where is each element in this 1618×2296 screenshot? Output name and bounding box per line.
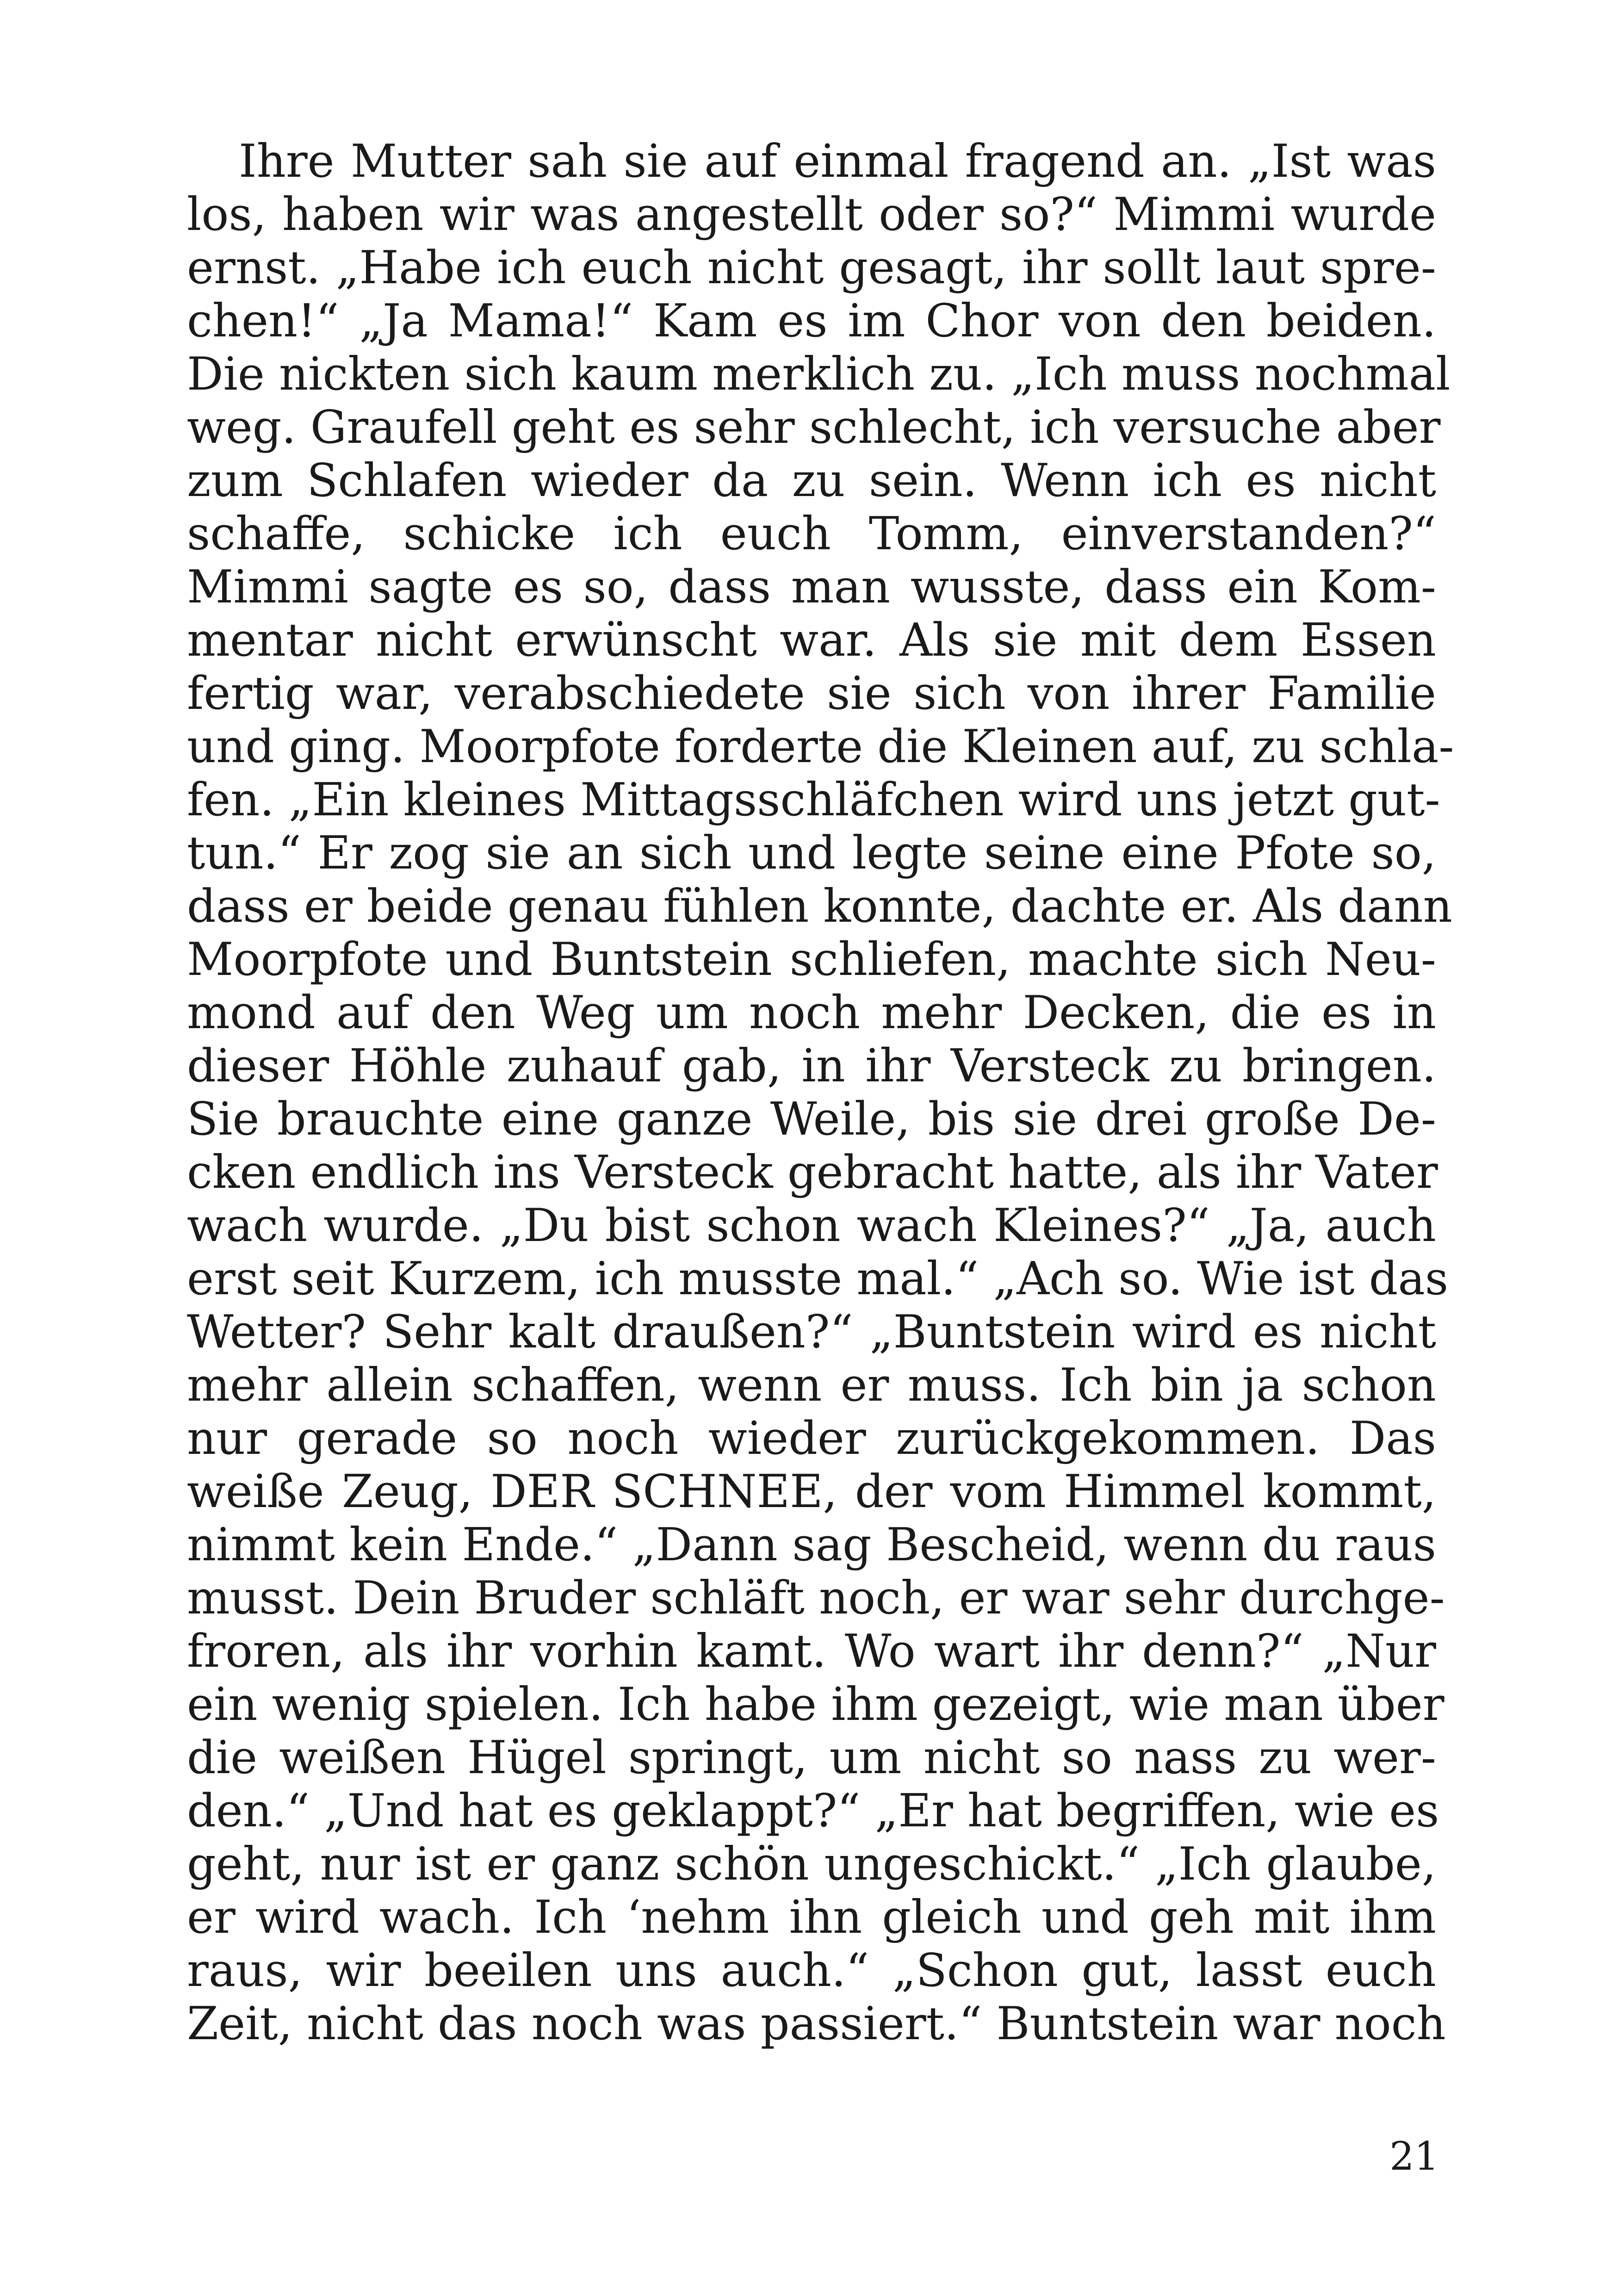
text-line: fen. „Ein kleines Mittagsschläfchen wird uns jetzt gut- [187, 774, 1440, 826]
text-line: geht, nur ist er ganz schön ungeschickt.“ „Ich glaube, [187, 1838, 1436, 1891]
text-line: musst. Dein Bruder schläft noch, er war sehr durchge- [187, 1572, 1445, 1625]
text-line: Zeit, nicht das noch was passiert.“ Buntstein war noch [187, 1998, 1446, 2050]
text-line: weg. Graufell geht es sehr schlecht, ich versuche aber [187, 401, 1441, 454]
text-line: Moorpfote und Buntstein schliefen, machte sich Neu- [187, 933, 1436, 986]
text-line: dass er beide genau fühlen konnte, dachte er. Als dann [187, 880, 1452, 933]
text-line: mentar nicht erwünscht war. Als sie mit dem Essen [187, 614, 1436, 667]
text-line: nur gerade so noch wieder zurückgekommen. Das [187, 1412, 1436, 1465]
text-line: schaffe, schicke ich euch Tomm, einverstanden?“ [187, 508, 1436, 560]
text-line: Ihre Mutter sah sie auf einmal fragend an. „Ist was [239, 135, 1436, 188]
text-line: los, haben wir was angestellt oder so?“ Mimmi wurde [187, 188, 1436, 241]
text-line: dieser Höhle zuhauf gab, in ihr Versteck zu bringen. [187, 1040, 1436, 1092]
text-line: den.“ „Und hat es geklappt?“ „Er hat begriffen, wie es [187, 1785, 1439, 1837]
text-line: die weißen Hügel springt, um nicht so nass zu wer- [187, 1731, 1436, 1784]
text-line: und ging. Moorpfote forderte die Kleinen auf, zu schla- [187, 720, 1454, 773]
text-line: Wetter? Sehr kalt draußen?“ „Buntstein wird es nicht [187, 1306, 1436, 1359]
text-line: Mimmi sagte es so, dass man wusste, dass ein Kom- [187, 561, 1436, 614]
text-line: fertig war, verabschiedete sie sich von ihrer Familie [187, 667, 1436, 720]
body-text [187, 135, 1454, 2051]
text-line: weiße Zeug, DER SCHNEE, der vom Himmel kommt, [187, 1465, 1436, 1518]
text-line: erst seit Kurzem, ich musste mal.“ „Ach so. Wie ist das [187, 1253, 1449, 1305]
text-line: wach wurde. „Du bist schon wach Kleines?“ „Ja, auch [187, 1199, 1436, 1252]
text-line: Die nickten sich kaum merklich zu. „Ich muss nochmal [187, 348, 1451, 401]
text-line: ein wenig spielen. Ich habe ihm gezeigt, wie man über [187, 1678, 1444, 1731]
text-line: mond auf den Weg um noch mehr Decken, die es in [187, 987, 1436, 1039]
text-line: zum Schlafen wieder da zu sein. Wenn ich es nicht [187, 454, 1436, 507]
page-number: 21 [1389, 2134, 1439, 2179]
text-line: ernst. „Habe ich euch nicht gesagt, ihr sollt laut spre- [187, 242, 1436, 294]
text-line: Sie brauchte eine ganze Weile, bis sie drei große De- [187, 1093, 1436, 1146]
text-line: raus, wir beeilen uns auch.“ „Schon gut, lasst euch [187, 1944, 1436, 1997]
text-line: er wird wach. Ich ‘nehm ihn gleich und geh mit ihm [187, 1891, 1436, 1944]
text-line: tun.“ Er zog sie an sich und legte seine eine Pfote so, [187, 827, 1436, 880]
text-line: cken endlich ins Versteck gebracht hatte, als ihr Vater [187, 1146, 1438, 1199]
text-line: nimmt kein Ende.“ „Dann sag Bescheid, wenn du raus [187, 1519, 1436, 1571]
text-line: mehr allein schaffen, wenn er muss. Ich bin ja schon [187, 1359, 1436, 1412]
text-line: chen!“ „Ja Mama!“ Kam es im Chor von den beiden. [187, 295, 1436, 348]
text-line: froren, als ihr vorhin kamt. Wo wart ihr denn?“ „Nur [187, 1625, 1436, 1678]
